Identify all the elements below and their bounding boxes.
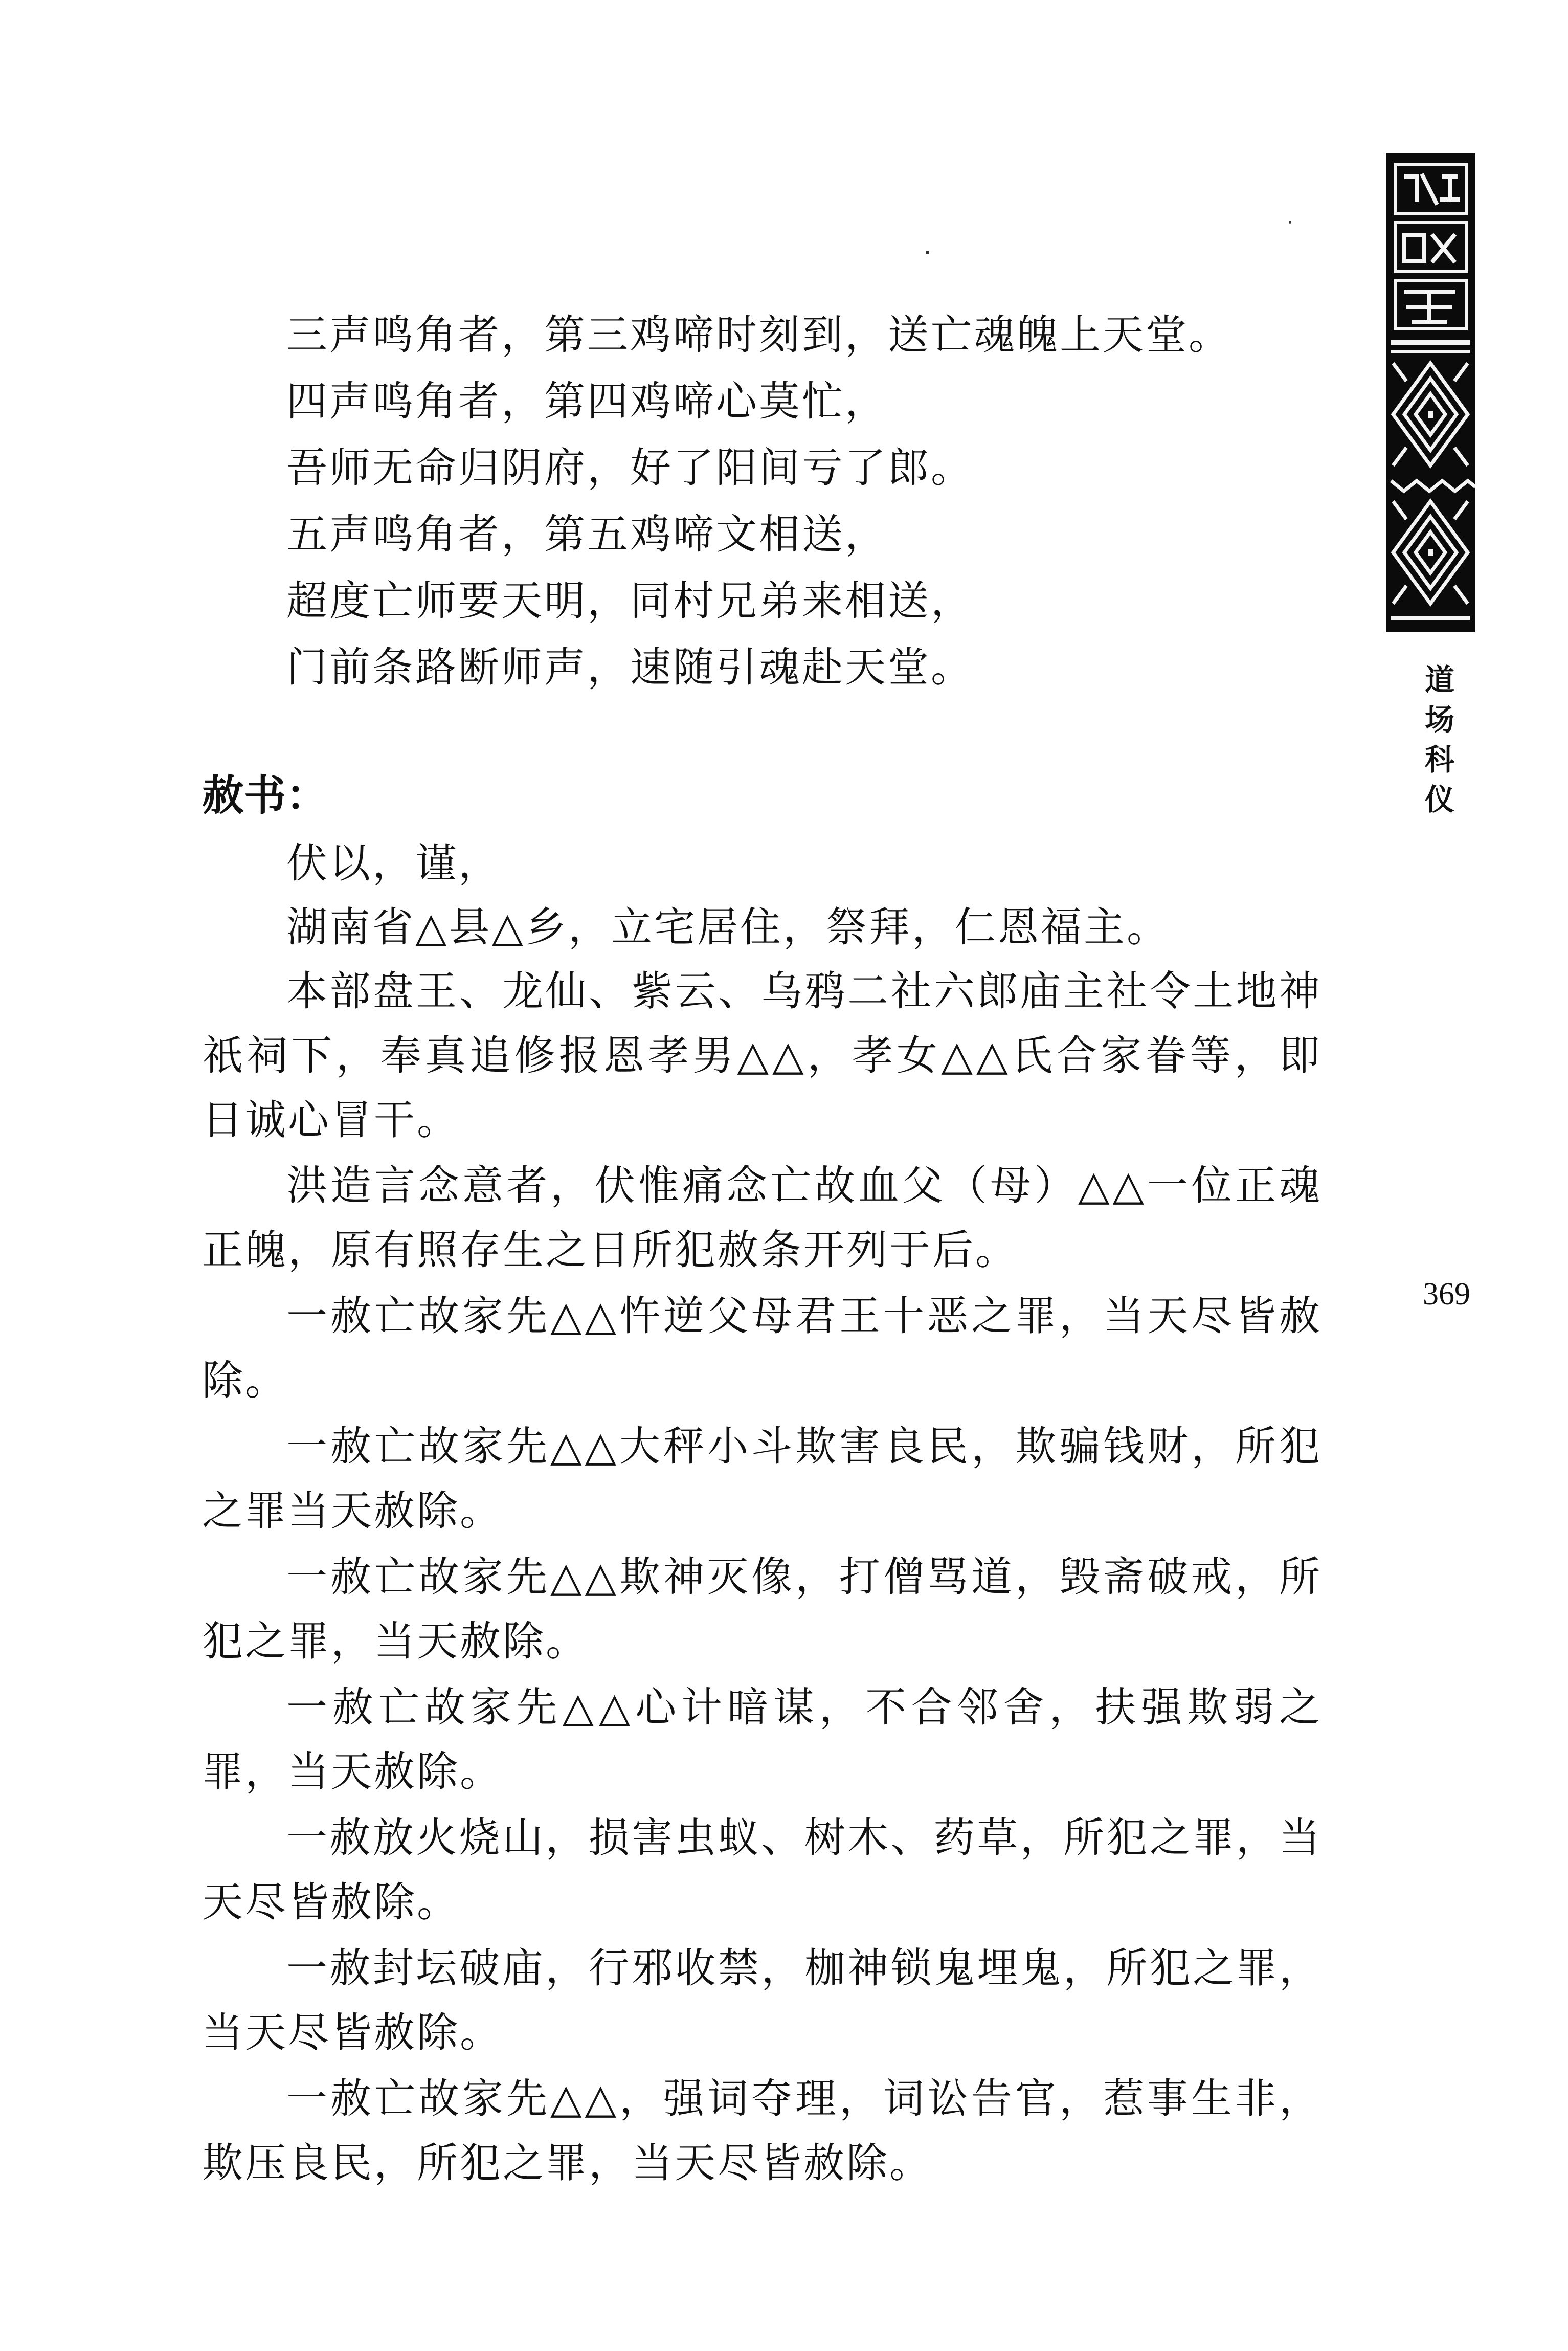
speck-mark xyxy=(926,251,929,254)
side-title-char: 仪 xyxy=(1424,782,1454,817)
paragraph: 一赦亡故家先△△，强词夺理，词讼告官，惹事生非，欺压良民，所犯之罪，当天尽皆赦除。 xyxy=(202,2075,1322,2187)
verse-line: 四声鸣角者，第四鸡啼心莫忙， xyxy=(286,378,888,425)
speck-mark xyxy=(1289,221,1291,224)
paragraph: 洪造言念意者，伏惟痛念亡故血父（母）△△一位正魂正魄，原有照存生之日所犯赦条开列于后。 xyxy=(202,1162,1322,1274)
paragraph: 一赦亡故家先△△忤逆父母君王十恶之罪，当天尽皆赦除。 xyxy=(202,1292,1322,1404)
paragraph: 本部盘王、龙仙、紫云、乌鸦二社六郎庙主社令土地神祇祠下，奉真追修报恩孝男△△，孝女△△氏合家眷等，即日诚心冒干。 xyxy=(202,967,1322,1144)
side-title-char: 科 xyxy=(1424,742,1454,777)
verse-line: 五声鸣角者，第五鸡啼文相送， xyxy=(286,511,888,558)
paragraph: 湖南省△县△乡，立宅居住，祭拜，仁恩福主。 xyxy=(286,903,1170,951)
paragraph: 一赦放火烧山，损害虫蚁、树木、药草，所犯之罪，当天尽皆赦除。 xyxy=(202,1814,1322,1926)
ornament-pattern-icon xyxy=(1386,153,1475,632)
side-running-title xyxy=(1419,660,1460,819)
paragraph: 伏以，谨， xyxy=(286,839,501,887)
paragraph: 一赦封坛破庙，行邪收禁，枷神锁鬼埋鬼，所犯之罪，当天尽皆赦除。 xyxy=(202,1944,1322,2056)
verse-line: 三声鸣角者，第三鸡啼时刻到，送亡魂魄上天堂。 xyxy=(286,311,1231,359)
side-title-char: 场 xyxy=(1424,702,1454,737)
paragraph: 一赦亡故家先△△欺神灭像，打僧骂道，毁斋破戒，所犯之罪，当天赦除。 xyxy=(202,1553,1322,1665)
verse-line: 超度亡师要天明，同村兄弟来相送， xyxy=(286,577,974,625)
page-number: 369 xyxy=(1423,1277,1470,1312)
verse-line: 门前条路断师声，速随引魂赴天堂。 xyxy=(286,644,974,691)
side-ornament xyxy=(1386,153,1475,632)
side-title-char: 道 xyxy=(1424,662,1454,697)
verse-line: 吾师无命归阴府，好了阳间亏了郎。 xyxy=(286,444,974,492)
section-title: 赦书： xyxy=(202,771,328,820)
paragraph: 一赦亡故家先△△心计暗谋，不合邻舍，扶强欺弱之罪，当天赦除。 xyxy=(202,1683,1322,1795)
paragraph: 一赦亡故家先△△大秤小斗欺害良民，欺骗钱财，所犯之罪当天赦除。 xyxy=(202,1423,1322,1535)
